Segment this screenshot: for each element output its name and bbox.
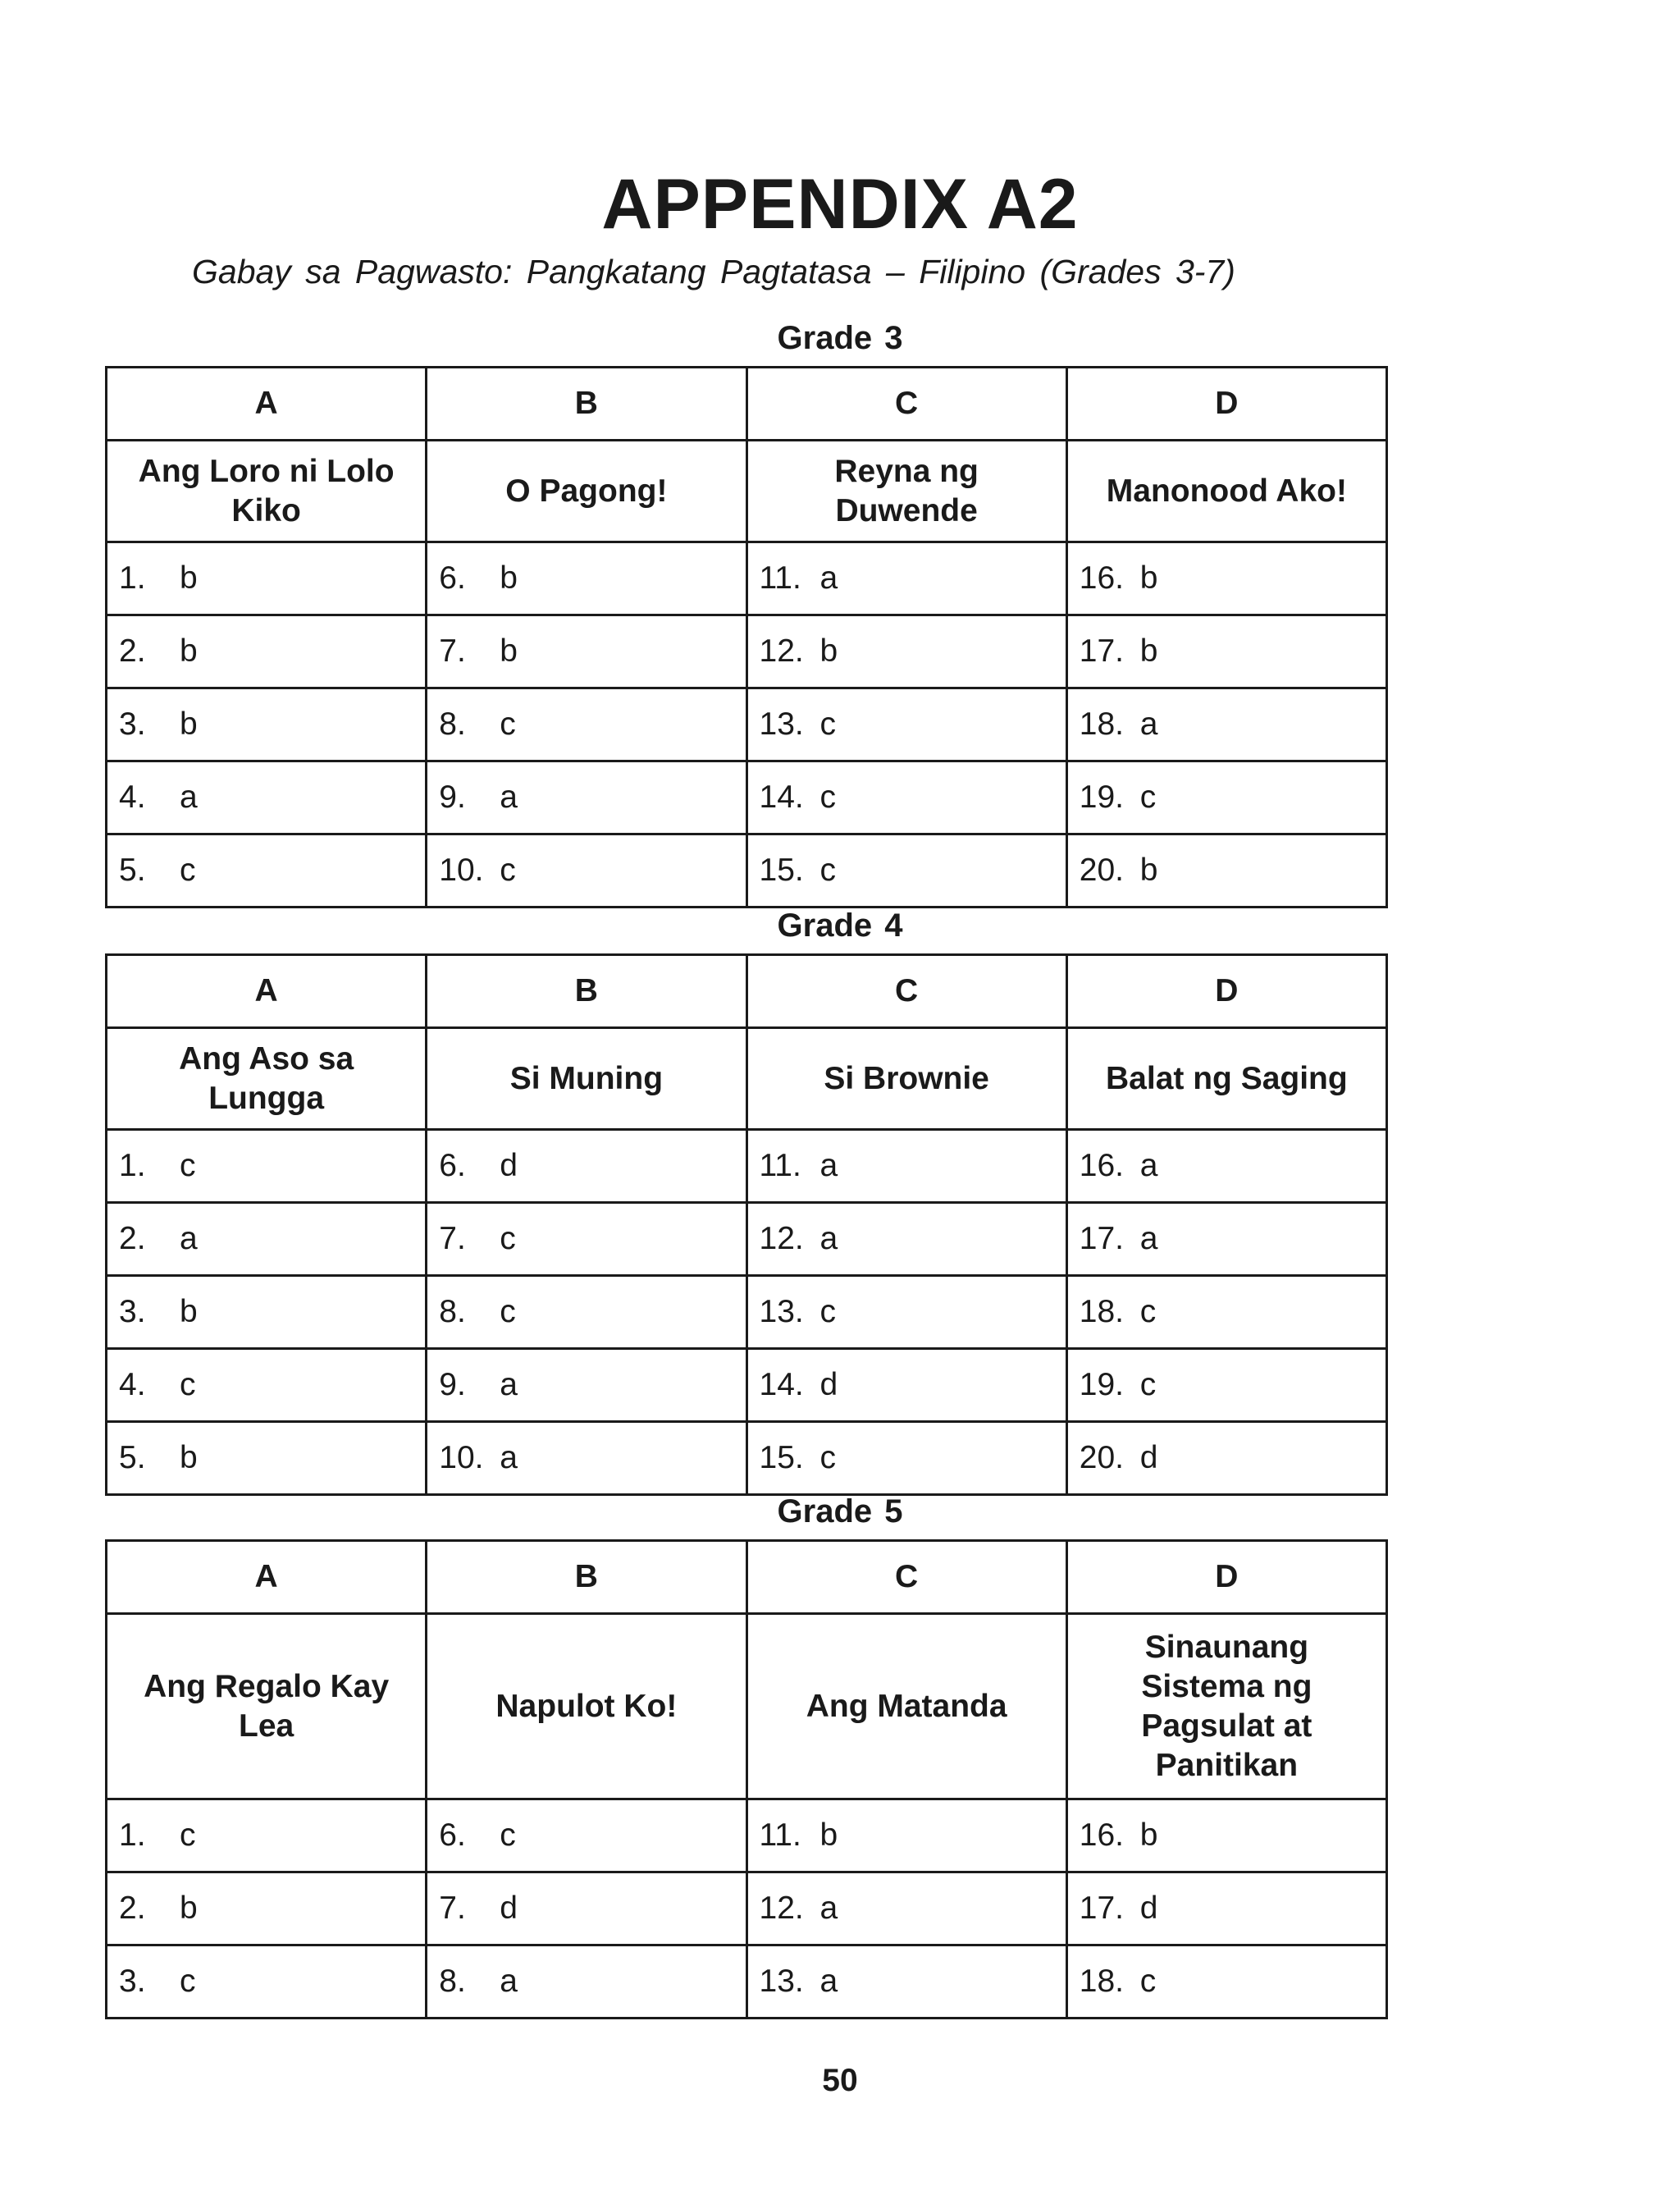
column-letter: D bbox=[1066, 368, 1386, 441]
item-number: 5. bbox=[119, 853, 146, 888]
answer-cell bbox=[107, 615, 427, 688]
answer-row bbox=[107, 542, 1387, 615]
answer-cell bbox=[1066, 1276, 1386, 1349]
item-number: 3. bbox=[119, 1294, 146, 1329]
column-letter: C bbox=[746, 955, 1066, 1028]
answer-cell bbox=[1066, 1872, 1386, 1945]
answer-row bbox=[107, 1872, 1387, 1945]
answer-letter: b bbox=[819, 633, 838, 669]
page-number: 50 bbox=[822, 2063, 858, 2098]
story-title: Napulot Ko! bbox=[427, 1614, 746, 1799]
item-number: 3. bbox=[119, 706, 146, 742]
item-number: 13. bbox=[759, 1294, 804, 1329]
answer-letter: a bbox=[180, 780, 198, 815]
item-number: 16. bbox=[1079, 1148, 1124, 1183]
answer-cell bbox=[1066, 1799, 1386, 1872]
answer-cell bbox=[427, 1422, 746, 1495]
answer-letter: c bbox=[819, 780, 836, 815]
item-number: 6. bbox=[439, 560, 466, 596]
story-title: Balat ng Saging bbox=[1066, 1028, 1386, 1130]
answer-letter: a bbox=[819, 1964, 838, 1999]
answer-letter: b bbox=[500, 633, 518, 669]
answer-letter: b bbox=[1139, 560, 1158, 596]
answer-letter: a bbox=[180, 1221, 198, 1256]
item-number: 2. bbox=[119, 1221, 146, 1256]
item-number: 1. bbox=[119, 1817, 146, 1853]
answer-row bbox=[107, 834, 1387, 908]
item-number: 4. bbox=[119, 1367, 146, 1402]
answer-letter: c bbox=[500, 1221, 516, 1256]
answer-row bbox=[107, 688, 1387, 761]
answer-letter: c bbox=[500, 706, 516, 742]
answer-cell bbox=[746, 1945, 1066, 2019]
answer-letter: b bbox=[1139, 853, 1158, 888]
item-number: 9. bbox=[439, 780, 466, 815]
answer-cell bbox=[746, 1872, 1066, 1945]
answer-letter: d bbox=[500, 1891, 518, 1926]
item-number: 7. bbox=[439, 1891, 466, 1926]
answer-cell bbox=[427, 834, 746, 908]
answer-cell bbox=[427, 1349, 746, 1422]
item-number: 2. bbox=[119, 1891, 146, 1926]
item-number: 6. bbox=[439, 1148, 466, 1183]
answer-row bbox=[107, 1130, 1387, 1203]
grade-4-label: Grade 4 bbox=[777, 908, 903, 944]
item-number: 11. bbox=[759, 1148, 801, 1183]
answer-cell bbox=[427, 1203, 746, 1276]
answer-letter: a bbox=[819, 560, 838, 596]
answer-cell bbox=[1066, 834, 1386, 908]
answer-cell bbox=[107, 761, 427, 834]
answer-letter: b bbox=[180, 633, 198, 669]
answer-cell bbox=[746, 1349, 1066, 1422]
answer-cell bbox=[107, 1799, 427, 1872]
answer-cell bbox=[107, 1130, 427, 1203]
item-number: 12. bbox=[759, 1221, 804, 1256]
item-number: 1. bbox=[119, 560, 146, 596]
item-number: 17. bbox=[1079, 1221, 1124, 1256]
answer-letter: c bbox=[1139, 780, 1157, 815]
story-title-row bbox=[107, 1614, 1387, 1799]
answer-letter: c bbox=[819, 1294, 836, 1329]
item-number: 3. bbox=[119, 1964, 146, 1999]
column-letter: B bbox=[427, 1541, 746, 1614]
answer-letter: a bbox=[819, 1148, 838, 1183]
answer-letter: b bbox=[819, 1817, 838, 1853]
answer-cell bbox=[1066, 1945, 1386, 2019]
answer-cell bbox=[746, 1799, 1066, 1872]
answer-letter: a bbox=[1139, 706, 1158, 742]
grade-5-label: Grade 5 bbox=[777, 1493, 903, 1529]
answer-letter: c bbox=[1139, 1294, 1157, 1329]
answer-row bbox=[107, 1349, 1387, 1422]
item-number: 17. bbox=[1079, 1891, 1124, 1926]
answer-cell bbox=[1066, 761, 1386, 834]
column-letter: B bbox=[427, 368, 746, 441]
story-title: Sinaunang Sistema ng Pagsulat at Panitikan bbox=[1066, 1614, 1386, 1799]
answer-cell bbox=[427, 1945, 746, 2019]
item-number: 17. bbox=[1079, 633, 1124, 669]
answer-cell bbox=[746, 761, 1066, 834]
story-title: Si Brownie bbox=[746, 1028, 1066, 1130]
story-title: Ang Regalo Kay Lea bbox=[107, 1614, 427, 1799]
item-number: 18. bbox=[1079, 706, 1124, 742]
page-subtitle: Gabay sa Pagwasto: Pangkatang Pagtatasa – Filipino (Grades 3-7) bbox=[192, 253, 1235, 290]
column-letter: B bbox=[427, 955, 746, 1028]
item-number: 9. bbox=[439, 1367, 466, 1402]
answer-cell bbox=[107, 542, 427, 615]
item-number: 20. bbox=[1079, 1440, 1124, 1475]
item-number: 15. bbox=[759, 853, 804, 888]
answer-cell bbox=[427, 542, 746, 615]
item-number: 1. bbox=[119, 1148, 146, 1183]
column-letter-row bbox=[107, 955, 1387, 1028]
story-title: Manonood Ako! bbox=[1066, 441, 1386, 542]
answer-letter: d bbox=[1139, 1891, 1158, 1926]
story-title: Ang Loro ni Lolo Kiko bbox=[107, 441, 427, 542]
story-title: Ang Matanda bbox=[746, 1614, 1066, 1799]
story-title: Si Muning bbox=[427, 1028, 746, 1130]
answer-letter: c bbox=[819, 706, 836, 742]
item-number: 12. bbox=[759, 633, 804, 669]
answer-cell bbox=[427, 688, 746, 761]
answer-letter: a bbox=[500, 1964, 518, 1999]
column-letter: C bbox=[746, 368, 1066, 441]
grade-4-answer-table bbox=[105, 953, 1388, 1496]
answer-cell bbox=[107, 1276, 427, 1349]
answer-cell bbox=[746, 542, 1066, 615]
answer-cell bbox=[427, 1799, 746, 1872]
answer-letter: a bbox=[819, 1221, 838, 1256]
answer-cell bbox=[746, 688, 1066, 761]
answer-cell bbox=[107, 1349, 427, 1422]
story-title: Reyna ng Duwende bbox=[746, 441, 1066, 542]
column-letter: D bbox=[1066, 955, 1386, 1028]
item-number: 18. bbox=[1079, 1964, 1124, 1999]
item-number: 11. bbox=[759, 1817, 801, 1853]
answer-cell bbox=[746, 1276, 1066, 1349]
grade-3-answer-table bbox=[105, 366, 1388, 908]
item-number: 14. bbox=[759, 780, 804, 815]
answer-row bbox=[107, 1799, 1387, 1872]
column-letter-row bbox=[107, 1541, 1387, 1614]
answer-cell bbox=[746, 1203, 1066, 1276]
answer-letter: d bbox=[500, 1148, 518, 1183]
answer-cell bbox=[1066, 1349, 1386, 1422]
answer-letter: c bbox=[180, 1964, 196, 1999]
item-number: 7. bbox=[439, 1221, 466, 1256]
answer-letter: a bbox=[1139, 1148, 1158, 1183]
answer-cell bbox=[746, 834, 1066, 908]
answer-letter: a bbox=[500, 780, 518, 815]
answer-letter: a bbox=[500, 1367, 518, 1402]
item-number: 16. bbox=[1079, 1817, 1124, 1853]
item-number: 13. bbox=[759, 706, 804, 742]
page-title: APPENDIX A2 bbox=[601, 165, 1079, 244]
item-number: 8. bbox=[439, 706, 466, 742]
answer-cell bbox=[427, 761, 746, 834]
answer-letter: c bbox=[1139, 1367, 1157, 1402]
item-number: 19. bbox=[1079, 780, 1124, 815]
answer-cell bbox=[1066, 1422, 1386, 1495]
answer-letter: b bbox=[180, 560, 198, 596]
answer-cell bbox=[427, 1130, 746, 1203]
answer-cell bbox=[107, 1872, 427, 1945]
answer-letter: c bbox=[819, 1440, 836, 1475]
item-number: 18. bbox=[1079, 1294, 1124, 1329]
item-number: 4. bbox=[119, 780, 146, 815]
answer-row bbox=[107, 1203, 1387, 1276]
answer-cell bbox=[746, 1130, 1066, 1203]
answer-cell bbox=[427, 1872, 746, 1945]
answer-cell bbox=[746, 615, 1066, 688]
column-letter: D bbox=[1066, 1541, 1386, 1614]
answer-cell bbox=[1066, 1130, 1386, 1203]
column-letter: A bbox=[107, 1541, 427, 1614]
answer-letter: d bbox=[819, 1367, 838, 1402]
column-letter-row bbox=[107, 368, 1387, 441]
column-letter: A bbox=[107, 955, 427, 1028]
answer-cell bbox=[107, 834, 427, 908]
item-number: 8. bbox=[439, 1294, 466, 1329]
answer-letter: d bbox=[1139, 1440, 1158, 1475]
answer-letter: c bbox=[500, 853, 516, 888]
answer-row bbox=[107, 761, 1387, 834]
column-letter: A bbox=[107, 368, 427, 441]
answer-row bbox=[107, 1422, 1387, 1495]
answer-cell bbox=[107, 1945, 427, 2019]
answer-letter: c bbox=[500, 1294, 516, 1329]
answer-letter: c bbox=[819, 853, 836, 888]
story-title: O Pagong! bbox=[427, 441, 746, 542]
item-number: 12. bbox=[759, 1891, 804, 1926]
answer-letter: b bbox=[1139, 1817, 1158, 1853]
answer-cell bbox=[1066, 615, 1386, 688]
item-number: 15. bbox=[759, 1440, 804, 1475]
answer-cell bbox=[1066, 688, 1386, 761]
story-title-row bbox=[107, 1028, 1387, 1130]
answer-letter: c bbox=[180, 1817, 196, 1853]
answer-row bbox=[107, 1276, 1387, 1349]
story-title: Ang Aso sa Lungga bbox=[107, 1028, 427, 1130]
answer-cell bbox=[746, 1422, 1066, 1495]
item-number: 16. bbox=[1079, 560, 1124, 596]
column-letter: C bbox=[746, 1541, 1066, 1614]
answer-cell bbox=[107, 688, 427, 761]
item-number: 11. bbox=[759, 560, 801, 596]
item-number: 19. bbox=[1079, 1367, 1124, 1402]
answer-letter: b bbox=[180, 1440, 198, 1475]
item-number: 14. bbox=[759, 1367, 804, 1402]
answer-letter: a bbox=[500, 1440, 518, 1475]
answer-letter: c bbox=[180, 853, 196, 888]
answer-letter: b bbox=[180, 706, 198, 742]
answer-cell bbox=[107, 1422, 427, 1495]
answer-cell bbox=[1066, 542, 1386, 615]
item-number: 6. bbox=[439, 1817, 466, 1853]
answer-letter: b bbox=[180, 1294, 198, 1329]
answer-letter: b bbox=[180, 1891, 198, 1926]
answer-cell bbox=[427, 615, 746, 688]
item-number: 7. bbox=[439, 633, 466, 669]
item-number: 10. bbox=[439, 853, 484, 888]
answer-cell bbox=[427, 1276, 746, 1349]
answer-row bbox=[107, 1945, 1387, 2019]
answer-letter: a bbox=[1139, 1221, 1158, 1256]
item-number: 13. bbox=[759, 1964, 804, 1999]
answer-letter: c bbox=[1139, 1964, 1157, 1999]
item-number: 20. bbox=[1079, 853, 1124, 888]
answer-cell bbox=[1066, 1203, 1386, 1276]
answer-letter: a bbox=[819, 1891, 838, 1926]
answer-cell bbox=[107, 1203, 427, 1276]
answer-letter: c bbox=[500, 1817, 516, 1853]
answer-letter: b bbox=[500, 560, 518, 596]
item-number: 10. bbox=[439, 1440, 484, 1475]
item-number: 5. bbox=[119, 1440, 146, 1475]
story-title-row bbox=[107, 441, 1387, 542]
answer-row bbox=[107, 615, 1387, 688]
item-number: 2. bbox=[119, 633, 146, 669]
answer-letter: c bbox=[180, 1367, 196, 1402]
answer-letter: b bbox=[1139, 633, 1158, 669]
grade-3-label: Grade 3 bbox=[777, 320, 903, 356]
grade-5-answer-table bbox=[105, 1539, 1388, 2019]
item-number: 8. bbox=[439, 1964, 466, 1999]
answer-letter: c bbox=[180, 1148, 196, 1183]
